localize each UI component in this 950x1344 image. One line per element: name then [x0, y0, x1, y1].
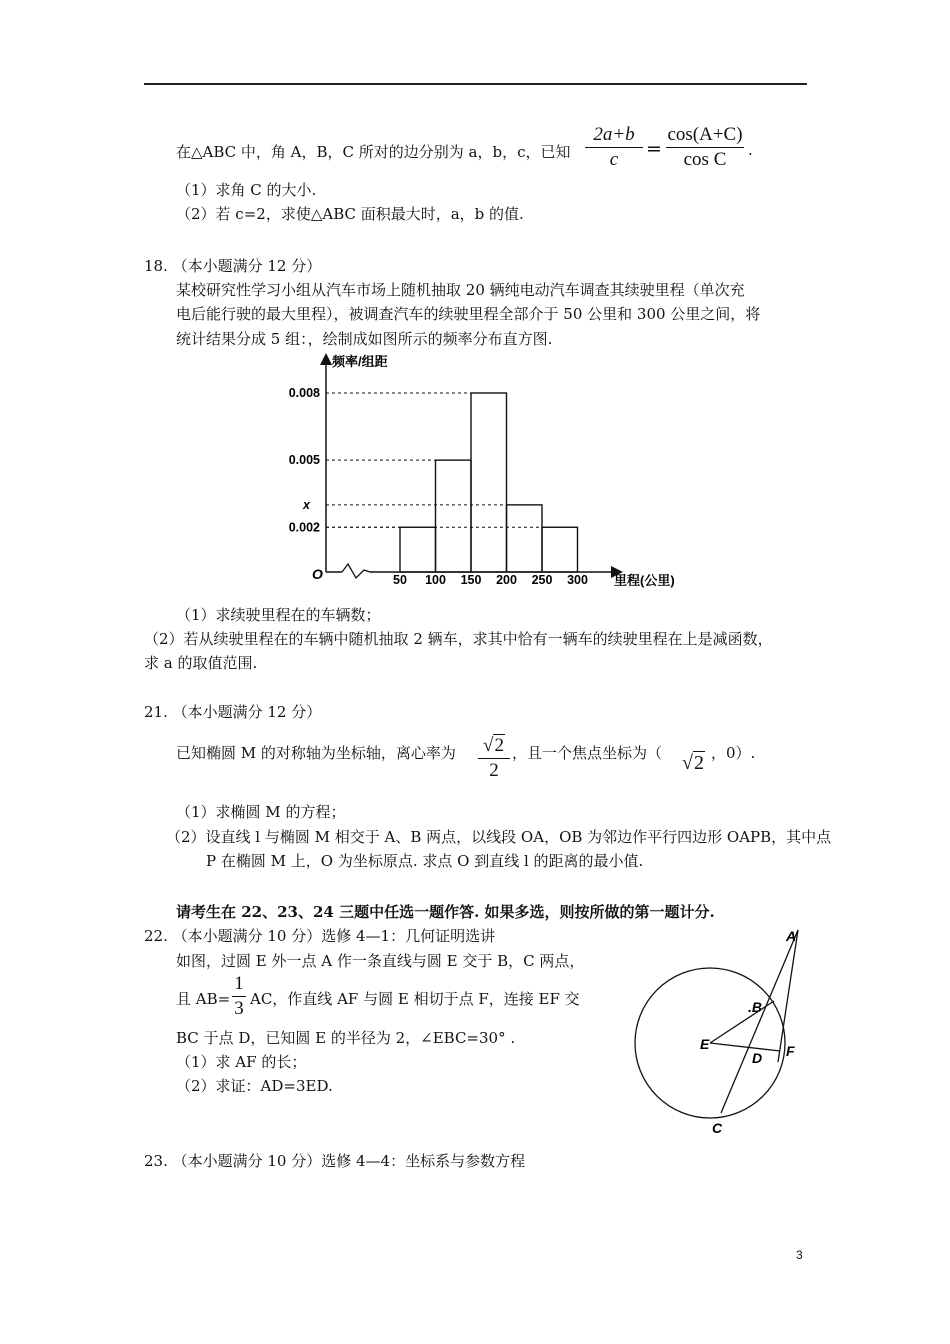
- q17-frac-right: [666, 124, 744, 171]
- q21-part2a: （2）设直线 l 与椭圆 M 相交于 A、B 两点，以线段 OA，OB 为邻边作平行四边形 OAPB，其中点: [166, 828, 832, 846]
- x-tick-label-200: 200: [496, 573, 517, 587]
- q17-frac-left: [585, 124, 643, 171]
- q17-part2: （2）若 c=2，求使△ABC 面积最大时，a，b 的值.: [176, 205, 524, 223]
- q18-header: 18. （本小题满分 12 分）: [144, 257, 322, 275]
- x-tick-label-150: 150: [460, 573, 482, 587]
- q17-frac-right-den: cos C: [683, 149, 727, 171]
- page-number: 3: [796, 1248, 803, 1262]
- header-rule: [144, 83, 807, 85]
- segment-ef: [710, 1043, 780, 1051]
- q17-stem: [176, 141, 571, 162]
- q22-figure: [620, 920, 820, 1140]
- histogram-bar-50-100: [400, 527, 436, 572]
- y-tick-label-0.002: 0.002: [288, 520, 320, 535]
- q21-ecc-den: 2: [489, 760, 499, 782]
- label-d: D: [752, 1050, 763, 1066]
- q21-stem-c: ，0）.: [711, 744, 756, 762]
- q21-header: 21. （本小题满分 12 分）: [144, 703, 322, 721]
- label-c: C: [712, 1120, 723, 1136]
- q21-stem-b: ，且一个焦点坐标为（: [512, 744, 663, 762]
- q21-focus-rad: 2: [693, 752, 704, 774]
- q18-part2b: 求 a 的取值范围.: [144, 654, 258, 672]
- q21-part2b: P 在椭圆 M 上，O 为坐标原点. 求点 O 到直线 l 的距离的最小值.: [206, 852, 644, 870]
- q18-part2a: （2）若从续驶里程在的车辆中随机抽取 2 辆车，求其中恰有一辆车的续驶里程在上是减函数，: [144, 630, 773, 648]
- q21-focus-sqrt: √2: [682, 752, 704, 774]
- label-e: E: [700, 1036, 710, 1052]
- q22-part1: （1）求 AF 的长；: [176, 1053, 307, 1071]
- q17-frac-left-den: c: [609, 149, 619, 171]
- q21-ecc-frac: √2 2: [478, 735, 510, 782]
- q22-header: 22. （本小题满分 10 分）选修 4—1：几何证明选讲: [144, 927, 496, 945]
- q22-frac-num: 1: [234, 973, 244, 994]
- y-axis-label: 频率/组距: [332, 354, 388, 369]
- histogram-bar-150-200: [471, 393, 507, 572]
- q21-part1: （1）求椭圆 M 的方程；: [176, 803, 346, 821]
- histogram-bar-100-150: [436, 460, 472, 572]
- q18-part1: （1）求续驶里程在的车辆数；: [176, 606, 381, 624]
- x-tick-label-250: 250: [531, 573, 553, 587]
- q21-ecc-num: 2: [494, 735, 504, 756]
- q22-frac: [232, 973, 246, 1020]
- q17-stem-suffix: .: [748, 141, 753, 159]
- label-f: F: [786, 1043, 795, 1059]
- choose-note: 请考生在 22、23、24 三题中任选一题作答. 如果多选，则按所做的第一题计分.: [176, 903, 715, 921]
- q17-part1: （1）求角 C 的大小.: [176, 181, 317, 199]
- q18-line3: 统计结果分成 5 组：，绘制成如图所示的频率分布直方图.: [176, 330, 553, 348]
- q23-header: 23. （本小题满分 10 分）选修 4—4：坐标系与参数方程: [144, 1152, 526, 1170]
- q21-stem-a: 已知椭圆 M 的对称轴为坐标轴，离心率为: [176, 744, 456, 762]
- q22-line3: BC 于点 D，已知圆 E 的半径为 2，∠EBC=30° .: [176, 1029, 516, 1047]
- line-ac: [721, 930, 798, 1113]
- q22-line2a: 且 AB=: [176, 990, 231, 1008]
- q17-stem-prefix: 在△ABC 中，角 A，B，C 所对的边分别为 a，b，c，已知: [176, 143, 571, 161]
- x-tick-label-300: 300: [567, 573, 588, 587]
- label-b: .B: [748, 999, 762, 1015]
- segment-eb: [710, 1001, 774, 1043]
- q22-line2b: AC，作直线 AF 与圆 E 相切于点 F，连接 EF 交: [250, 990, 580, 1008]
- histogram-bar-250-300: [542, 527, 578, 572]
- origin-label: O: [312, 566, 323, 582]
- label-a: A: [786, 928, 797, 944]
- q22-frac-den: 3: [234, 998, 244, 1020]
- y-tick-label-x: x: [303, 497, 310, 512]
- q18-line1: 某校研究性学习小组从汽车市场上随机抽取 20 辆纯电动汽车调查其续驶里程（单次充: [176, 281, 745, 299]
- x-tick-label-50: 50: [393, 573, 407, 587]
- histogram-chart: [270, 348, 710, 593]
- q17-frac-left-num: 2a+b: [593, 124, 635, 145]
- y-tick-label-0.008: 0.008: [288, 386, 320, 400]
- x-axis-label: 里程(公里): [614, 573, 675, 588]
- y-tick-label-0.005: 0.005: [288, 453, 320, 468]
- x-tick-label-100: 100: [425, 573, 446, 587]
- axis-break: [342, 564, 370, 578]
- q22-part2: （2）求证：AD=3ED.: [176, 1077, 333, 1095]
- q18-line2: 电后能行驶的最大里程），被调查汽车的续驶里程全部介于 50 公里和 300 公里之间，将: [176, 305, 761, 323]
- q17-frac-right-num: cos(A+C): [667, 124, 743, 145]
- histogram-bar-200-250: [507, 505, 543, 572]
- q17-equals: =: [646, 138, 662, 160]
- q22-line1: 如图，过圆 E 外一点 A 作一条直线与圆 E 交于 B，C 两点，: [176, 952, 585, 970]
